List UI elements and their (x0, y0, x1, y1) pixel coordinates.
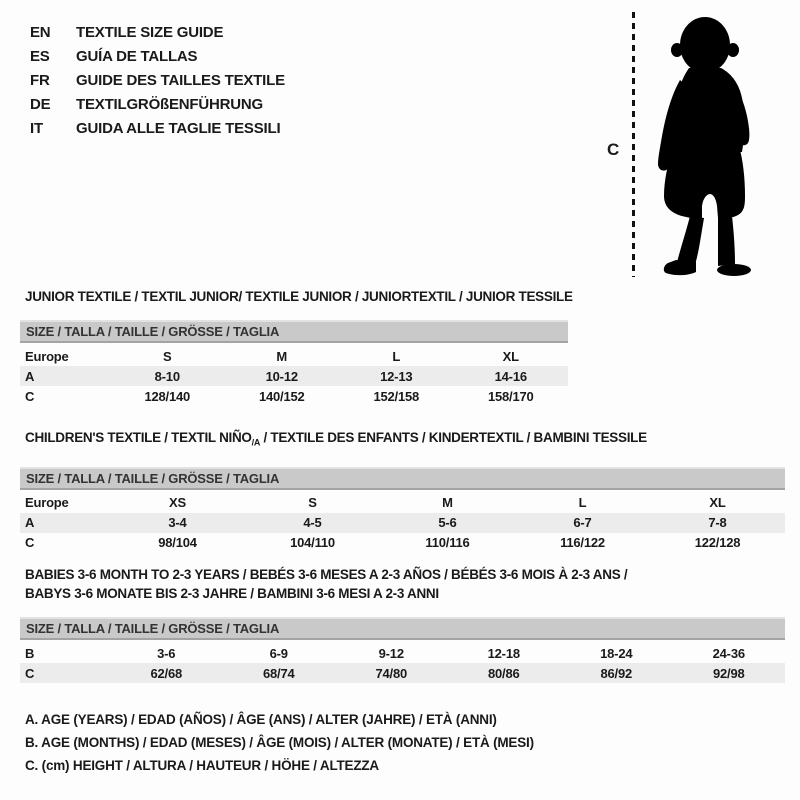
size-header-bar: SIZE / TALLA / TAILLE / GRÖSSE / TAGLIA (20, 320, 568, 343)
size-cell: 140/152 (258, 388, 305, 404)
row-label: C (25, 665, 35, 681)
language-code: DE (30, 95, 51, 113)
language-code: EN (30, 23, 51, 41)
language-row-fr (30, 68, 285, 92)
size-cell: 18-24 (600, 645, 633, 661)
size-cell: 3-6 (157, 645, 176, 661)
size-cell: 3-4 (168, 515, 187, 531)
height-measure-label: C (607, 140, 620, 159)
size-cell: 116/122 (560, 535, 605, 551)
section-childrens-textile (20, 428, 785, 553)
section-heading (25, 428, 785, 453)
row-label: A (25, 368, 35, 384)
babies-size-table (20, 643, 785, 683)
heading-text: CHILDREN'S TEXTILE / TEXTIL NIÑO (25, 430, 252, 445)
toddler-silhouette (646, 10, 758, 282)
row-label: A (25, 515, 35, 531)
section-junior-textile (20, 287, 573, 406)
language-title: TEXTILGRÖßENFÜHRUNG (76, 95, 264, 113)
section-babies-textile (20, 565, 785, 683)
legend-height-cm: C. (cm) HEIGHT / ALTURA / HAUTEUR / HÖHE / ALTEZZA (25, 758, 379, 773)
heading-line-1: BABIES 3-6 MONTH TO 2-3 YEARS / BEBÉS 3-6 MESES A 2-3 AÑOS / BÉBÉS 3-6 MOIS À 2-3 ANS / (25, 567, 628, 582)
table-row (20, 493, 785, 513)
table-row (20, 663, 785, 683)
size-cell: 62/68 (150, 665, 183, 681)
height-dotted-line (632, 12, 635, 277)
size-cell: S (163, 348, 172, 364)
heading-line-2: BABYS 3-6 MONATE BIS 2-3 JAHRE / BAMBINI 3-6 MESI A 2-3 ANNI (25, 586, 439, 601)
size-cell: 74/80 (375, 665, 408, 681)
size-cell: 110/116 (425, 535, 470, 551)
junior-size-table (20, 346, 568, 406)
row-label: Europe (25, 495, 69, 511)
language-code: ES (30, 47, 50, 65)
row-label: Europe (25, 348, 69, 364)
childrens-size-table (20, 493, 785, 553)
size-cell: 128/140 (144, 388, 191, 404)
language-title: GUÍA DE TALLAS (76, 47, 198, 65)
measure-legend (25, 712, 534, 781)
size-cell: 98/104 (158, 535, 197, 551)
language-title: TEXTILE SIZE GUIDE (76, 23, 224, 41)
heading-text: / TEXTILE DES ENFANTS / KINDERTEXTIL / BAMBINI TESSILE (260, 430, 647, 445)
row-label: C (25, 535, 35, 551)
table-row (20, 533, 785, 553)
table-row (20, 366, 568, 386)
language-row-de (30, 92, 285, 116)
language-row-it (30, 116, 285, 140)
size-cell: 158/170 (487, 388, 534, 404)
size-cell: XS (169, 495, 186, 511)
size-cell: 104/110 (290, 535, 335, 551)
size-header-bar: SIZE / TALLA / TAILLE / GRÖSSE / TAGLIA (20, 617, 785, 640)
language-code: IT (30, 119, 43, 137)
size-cell: M (442, 495, 453, 511)
size-cell: XL (502, 348, 519, 364)
size-cell: 152/158 (373, 388, 420, 404)
row-label: B (25, 645, 35, 661)
size-cell: M (276, 348, 288, 364)
legend-age-years: A. AGE (YEARS) / EDAD (AÑOS) / ÂGE (ANS) / ALTER (JAHRE) / ETÀ (ANNI) (25, 712, 497, 727)
table-row (20, 386, 568, 406)
language-title-list (30, 20, 285, 140)
table-row (20, 643, 785, 663)
size-cell: 80/86 (487, 665, 520, 681)
size-cell: 4-5 (303, 515, 322, 531)
size-cell: 6-9 (269, 645, 288, 661)
language-row-en (30, 20, 285, 44)
size-cell: 9-12 (378, 645, 404, 661)
table-row (20, 513, 785, 533)
size-cell: S (308, 495, 317, 511)
size-cell: 68/74 (262, 665, 295, 681)
size-cell: 8-10 (154, 368, 180, 384)
section-heading (25, 565, 785, 603)
row-label: C (25, 388, 35, 404)
size-cell: 92/98 (712, 665, 745, 681)
size-header-bar: SIZE / TALLA / TAILLE / GRÖSSE / TAGLIA (20, 467, 785, 490)
size-cell: 6-7 (573, 515, 592, 531)
size-cell: 5-6 (438, 515, 457, 531)
size-cell: 86/92 (600, 665, 633, 681)
size-cell: 122/128 (694, 535, 741, 551)
section-heading: JUNIOR TEXTILE / TEXTIL JUNIOR/ TEXTILE JUNIOR / JUNIORTEXTIL / JUNIOR TESSILE (25, 289, 573, 304)
size-cell: 7-8 (708, 515, 727, 531)
size-cell: 14-16 (494, 368, 527, 384)
size-cell: XL (709, 495, 726, 511)
language-title: GUIDA ALLE TAGLIE TESSILI (76, 119, 281, 137)
size-cell: 12-13 (380, 368, 413, 384)
language-code: FR (30, 71, 50, 89)
legend-age-months: B. AGE (MONTHS) / EDAD (MESES) / ÂGE (MOIS) / ALTER (MONATE) / ETÀ (MESI) (25, 735, 534, 750)
table-row (20, 346, 568, 366)
size-cell: 12-18 (487, 645, 520, 661)
size-cell: L (578, 495, 587, 511)
language-row-es (30, 44, 285, 68)
size-cell: 10-12 (265, 368, 298, 384)
size-cell: L (392, 348, 401, 364)
heading-subscript: /A (251, 437, 261, 448)
language-title: GUIDE DES TAILLES TEXTILE (76, 71, 285, 89)
size-cell: 24-36 (712, 645, 745, 661)
